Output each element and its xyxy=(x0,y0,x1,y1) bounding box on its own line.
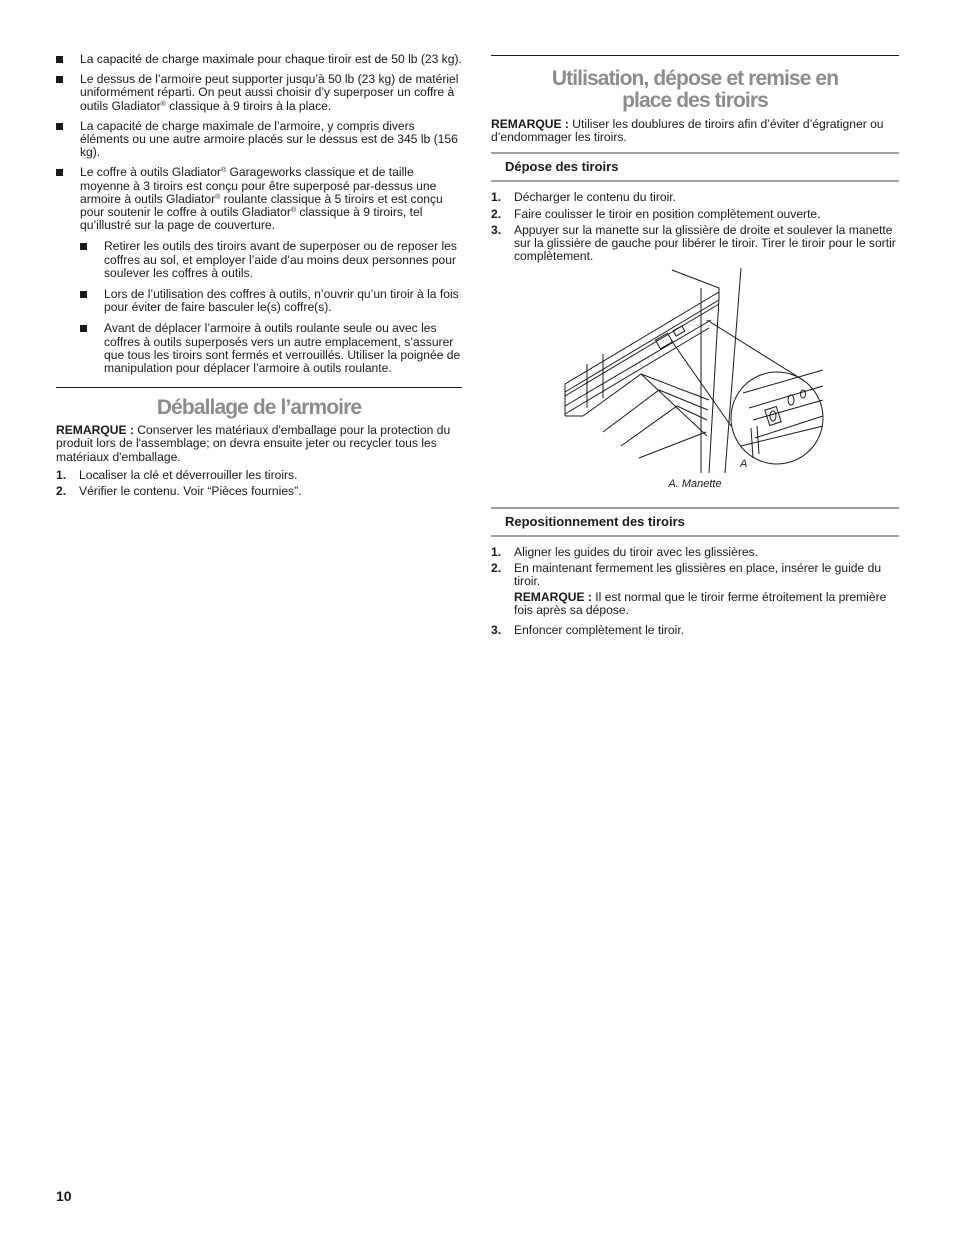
section-divider xyxy=(56,387,462,388)
section-heading-unpacking: Déballage de l’armoire xyxy=(156,396,362,420)
list-item: 3. Enfoncer complètement le tiroir. xyxy=(491,622,685,637)
callout-label-a: A xyxy=(740,458,748,471)
list-item: Avant de déplacer l’armoire à outils roulante seule ou avec les coffres à outils superposés vers un autre emplacement, s’assurer que tous les tiroirs sont fermés et verrouillés. Utiliser la poignée de manipulation pour déplacer l’armoire à outils roulante. xyxy=(80,322,462,375)
unpacking-steps xyxy=(56,469,462,498)
subheading-repositioning: Repositionnement des tiroirs xyxy=(491,507,899,537)
list-item: 1. Décharger le contenu du tiroir. xyxy=(491,190,677,205)
list-item: 2. Faire coulisser le tiroir en position complètement ouverte. xyxy=(491,206,821,221)
list-item: Lors de l’utilisation des coffres à outils, n’ouvrir qu’un tiroir à la fois pour éviter de faire basculer le(s) coffre(s). xyxy=(80,288,462,314)
repositioning-steps xyxy=(491,546,899,637)
list-item: La capacité de charge maximale pour chaque tiroir est de 50 lb (23 kg). xyxy=(56,53,462,66)
list-item: 2. Vérifier le contenu. Voir “Pièces fournies”. xyxy=(56,484,302,499)
repositioning-note: REMARQUE : Il est normal que le tiroir ferme étroitement la première fois après sa dépose. xyxy=(514,590,887,618)
drawer-slide-figure xyxy=(491,268,899,473)
drawers-note: REMARQUE : Utiliser les doublures de tiroirs afin d’éviter d’égratigner ou d’endommager les tiroirs. xyxy=(491,117,884,145)
list-item: La capacité de charge maximale de l’armoire, y compris divers éléments ou une autre armoire placés sur le dessus est de 345 lb (156 kg). xyxy=(56,120,462,160)
list-item: Retirer les outils des tiroirs avant de superposer ou de reposer les coffres au sol, et employer l’aide d’au moins deux personnes pour soulever les coffres à outils. xyxy=(80,240,462,280)
left-column xyxy=(56,53,462,501)
list-item: 1. Aligner les guides du tiroir avec les glissières. xyxy=(491,544,759,559)
figure-caption: A. Manette xyxy=(668,478,722,491)
removal-steps xyxy=(491,191,899,263)
list-item: 3. Appuyer sur la manette sur la glissière de droite et soulever la manette sur la glissière de gauche pour libérer le tiroir. Tirer le tiroir pour le sortir complètement. xyxy=(491,222,896,264)
capacity-bullet-list xyxy=(56,53,462,375)
page-number: 10 xyxy=(56,1188,72,1204)
section-heading-drawers: Utilisation, dépose et remise en place des tiroirs xyxy=(551,67,839,112)
list-item: 1. Localiser la clé et déverrouiller les tiroirs. xyxy=(56,467,298,482)
right-column xyxy=(491,55,899,640)
section-divider xyxy=(491,55,899,56)
list-item: Le coffre à outils Gladiator® Garageworks classique et de taille moyenne à 3 tiroirs est conçu pour être superposé par-dessus une armoire à outils Gladiator® roulante classique à 5 tiroirs et est conçu pour soutenir le coffre à outils Gladiator® classique à 9 tiroirs, tel qu’illustré sur la page de couverture. Retirer les outils des tiroirs avant de superposer ou de reposer les coffres au sol, et employer l’aide d’au moins deux personnes pour soulever les coffres à outils. Lors de l’utilisation des coffres à outils, n’ouvrir qu’un tiroir à la fois pour éviter de faire basculer le(s) coffre(s). Avant de déplacer l’armoire à outils roulante seule ou avec les coffres à outils superposés vers un autre emplacement, s’assurer que tous les tiroirs sont fermés et verrouillés. Utiliser la poignée de manipulation pour déplacer l’armoire à outils roulante. xyxy=(56,166,462,375)
subheading-removal: Dépose des tiroirs xyxy=(491,152,899,182)
list-item: Le dessus de l’armoire peut supporter jusqu’à 50 lb (23 kg) de matériel uniformément réparti. On peut aussi choisir d’y superposer un coffre à outils Gladiator® classique à 9 tiroirs à la place. xyxy=(56,73,462,113)
drawer-slide-illustration xyxy=(491,268,899,473)
list-item: 2. En maintenant fermement les glissières en place, insérer le guide du tiroir. REMARQUE : Il est normal que le tiroir ferme étroitement la première fois après sa dépose. xyxy=(491,562,899,618)
stacking-sub-list xyxy=(80,240,462,375)
unpacking-note: REMARQUE : Conserver les matériaux d'emballage pour la protection du produit lors de l'assemblage; on devra ensuite jeter ou recycler tous les matériaux d'emballage. xyxy=(56,423,451,464)
